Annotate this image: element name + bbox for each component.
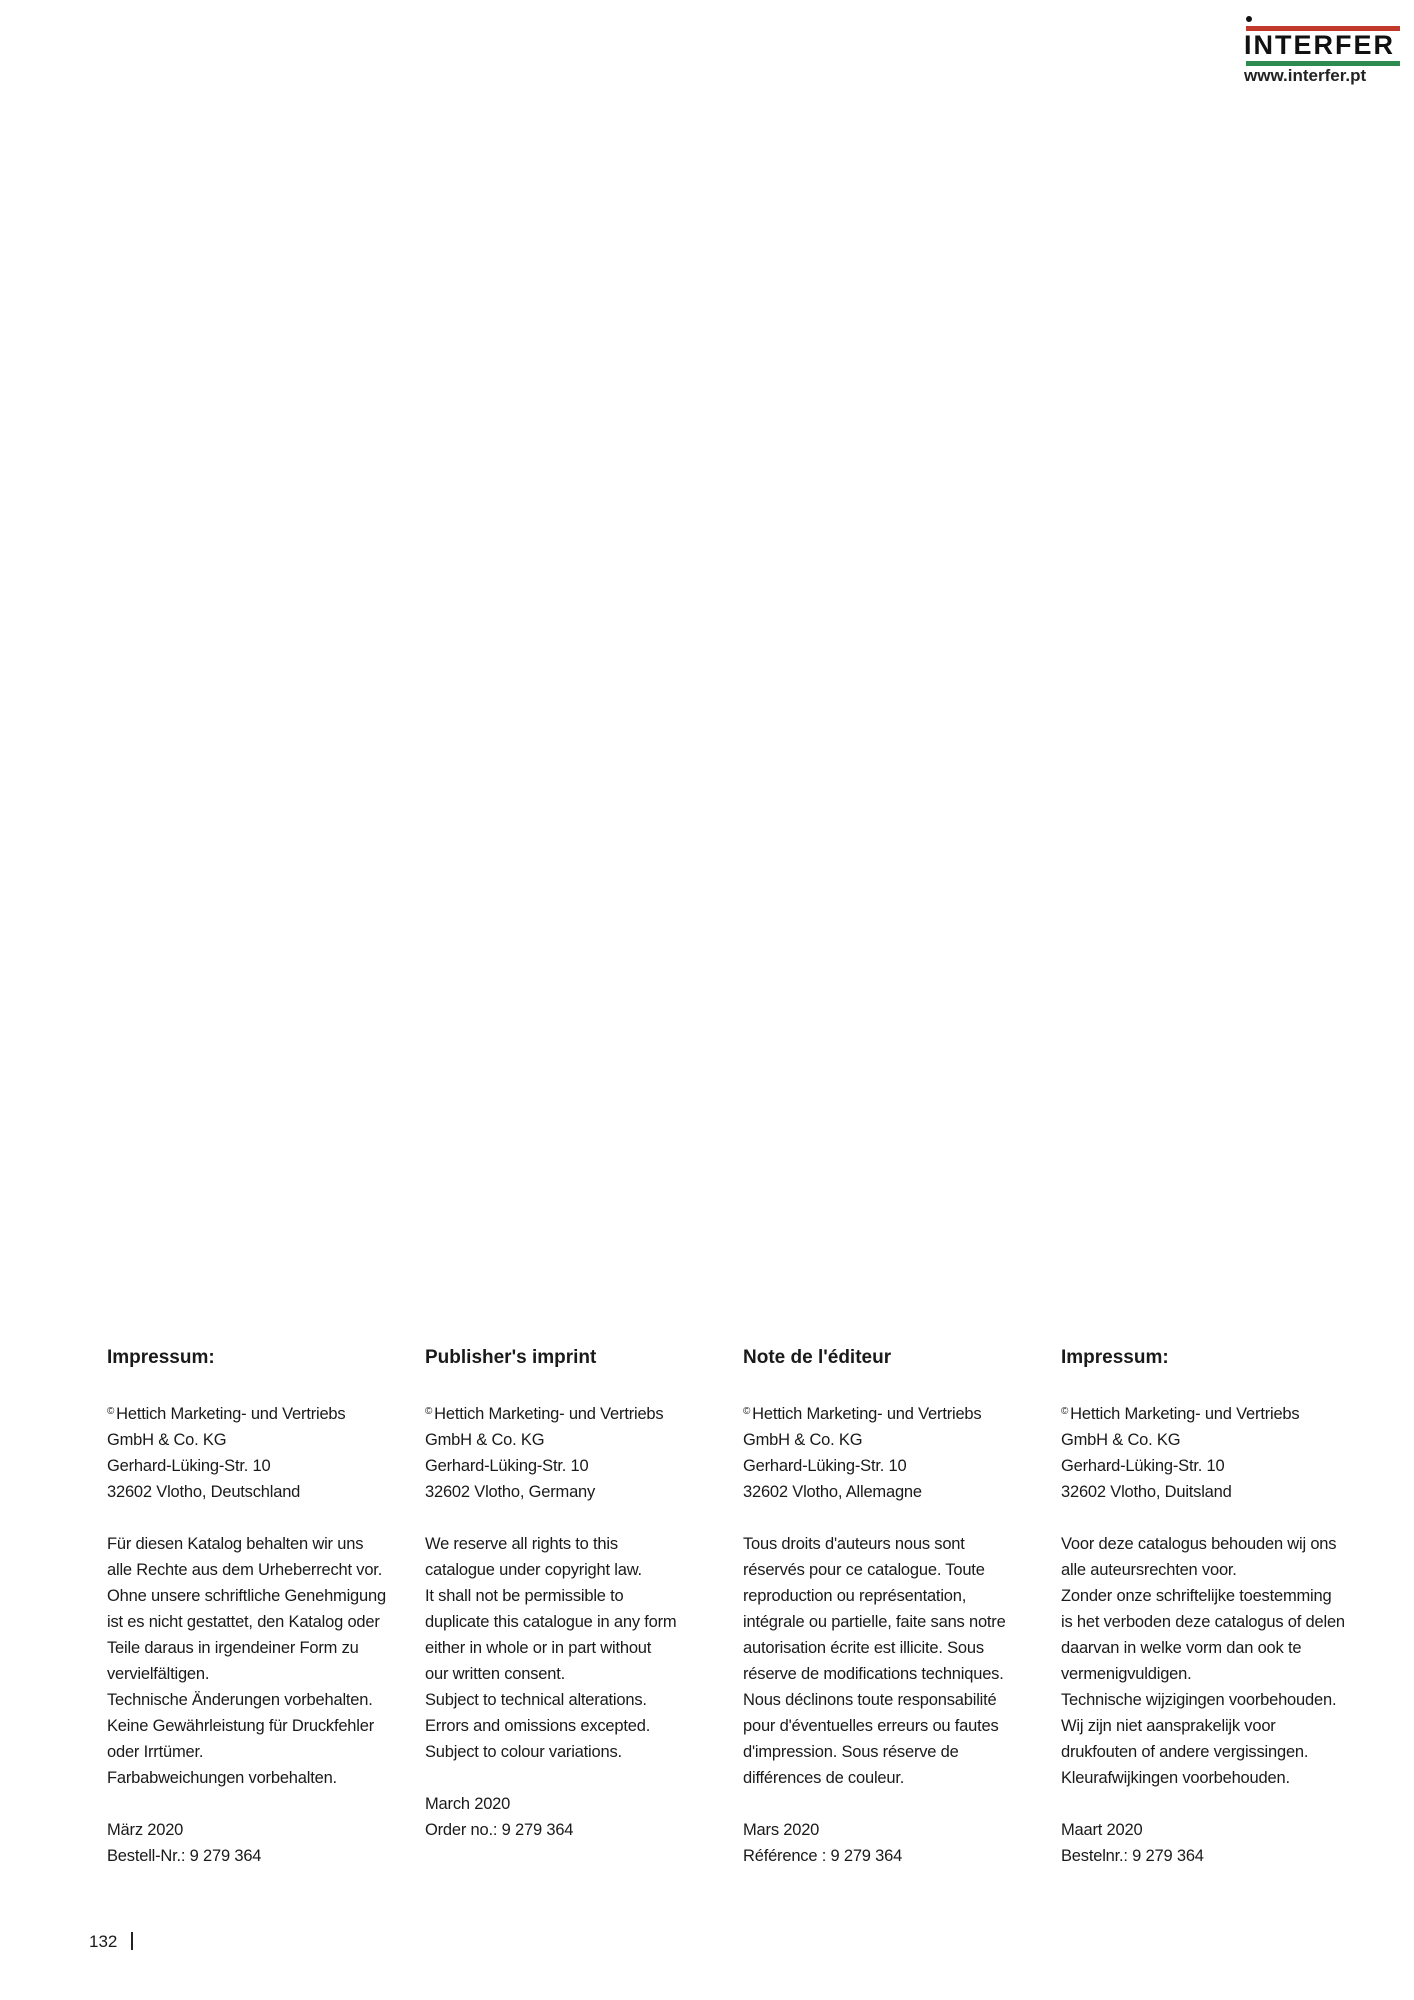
rights-line: Errors and omissions excepted. [425,1717,651,1735]
address-line [1061,1453,1371,1479]
rights-line: It shall not be permissible to [425,1587,624,1605]
rights-line: drukfouten of andere vergissingen. [1061,1743,1309,1761]
rights-line: Wij zijn niet aansprakelijk voor [1061,1717,1276,1735]
order-number: Bestelnr.: 9 279 364 [1061,1847,1204,1865]
column-heading: Impressum: [1061,1347,1169,1368]
address-line-text: Gerhard-Lüking-Str. 10 [743,1457,907,1475]
publication-date: March 2020 [425,1795,511,1813]
address-line [425,1427,735,1453]
address-line [425,1399,735,1427]
address-line-text: 32602 Vlotho, Deutschland [107,1483,301,1501]
rights-line: Kleurafwijkingen voorbehouden. [1061,1769,1290,1787]
rights-line: ist es nicht gestattet, den Katalog oder [107,1613,380,1631]
address-line-text: Hettich Marketing- und Vertriebs [434,1405,664,1423]
date-order-block [743,1817,1053,1869]
interfer-logo [1244,14,1402,84]
rights-line: either in whole or in part without [425,1639,652,1657]
page-number-text: 132 [89,1932,118,1951]
rights-line: vermenigvuldigen. [1061,1665,1192,1683]
imprint-column [425,1344,735,1869]
address-line [425,1479,735,1505]
rights-line: Technische wijzigingen voorbehouden. [1061,1691,1337,1709]
address-line [425,1453,735,1479]
order-number: Bestell-Nr.: 9 279 364 [107,1847,262,1865]
imprint-column [107,1344,417,1895]
address-line [743,1399,1053,1427]
address-line-text: Gerhard-Lüking-Str. 10 [107,1457,271,1475]
order-number: Référence : 9 279 364 [743,1847,903,1865]
logo-dot [1246,16,1252,22]
publication-date: März 2020 [107,1821,184,1839]
rights-line: Voor deze catalogus behouden wij ons [1061,1535,1337,1553]
address-line [743,1453,1053,1479]
rights-line: Keine Gewährleistung für Druckfehler [107,1717,375,1735]
column-heading: Publisher's imprint [425,1347,597,1368]
copyright-symbol: © [425,1406,433,1417]
rights-line: duplicate this catalogue in any form [425,1613,677,1631]
copyright-symbol: © [107,1406,115,1417]
imprint-column [743,1344,1053,1895]
rights-line: Subject to colour variations. [425,1743,622,1761]
address-block [1061,1399,1371,1505]
address-line-text: GmbH & Co. KG [1061,1431,1181,1449]
rights-line: Teile daraus in irgendeiner Form zu [107,1639,359,1657]
address-block [743,1399,1053,1505]
address-line-text: GmbH & Co. KG [425,1431,545,1449]
rights-line: Ohne unsere schriftliche Genehmigung [107,1587,386,1605]
page-number-divider [131,1932,133,1950]
rights-line: daarvan in welke vorm dan ook te [1061,1639,1302,1657]
rights-block [107,1531,417,1791]
address-line-text: 32602 Vlotho, Duitsland [1061,1483,1232,1501]
address-block [425,1399,735,1505]
address-block [107,1399,417,1505]
rights-line: pour d'éventuelles erreurs ou fautes [743,1717,999,1735]
publication-date: Maart 2020 [1061,1821,1143,1839]
rights-line: alle Rechte aus dem Urheberrecht vor. [107,1561,383,1579]
address-line [1061,1399,1371,1427]
page-number [89,1930,133,1954]
imprint-column [1061,1344,1371,1895]
address-line-text: GmbH & Co. KG [107,1431,227,1449]
address-line-text: 32602 Vlotho, Allemagne [743,1483,922,1501]
rights-line: catalogue under copyright law. [425,1561,642,1579]
column-heading: Note de l'éditeur [743,1347,892,1368]
rights-line: We reserve all rights to this [425,1535,618,1553]
address-line-text: Gerhard-Lüking-Str. 10 [1061,1457,1225,1475]
logo-url: www.interfer.pt [1244,66,1367,85]
address-line [107,1479,417,1505]
rights-block [425,1531,735,1765]
rights-block [1061,1531,1371,1791]
rights-line: Subject to technical alterations. [425,1691,647,1709]
address-line-text: Hettich Marketing- und Vertriebs [752,1405,982,1423]
rights-line: is het verboden deze catalogus of delen [1061,1613,1345,1631]
address-line [743,1479,1053,1505]
rights-line: d'impression. Sous réserve de [743,1743,959,1761]
rights-line: intégrale ou partielle, faite sans notre [743,1613,1006,1631]
address-line [107,1453,417,1479]
rights-block [743,1531,1053,1791]
address-line [107,1399,417,1427]
address-line-text: Hettich Marketing- und Vertriebs [1070,1405,1300,1423]
column-heading: Impressum: [107,1347,215,1368]
rights-line: alle auteursrechten voor. [1061,1561,1237,1579]
rights-line: différences de couleur. [743,1769,905,1787]
rights-line: oder Irrtümer. [107,1743,204,1761]
date-order-block [107,1817,417,1869]
address-line [107,1427,417,1453]
rights-line: Tous droits d'auteurs nous sont [743,1535,965,1553]
rights-line: reproduction ou représentation, [743,1587,967,1605]
address-line-text: 32602 Vlotho, Germany [425,1483,596,1501]
order-number: Order no.: 9 279 364 [425,1821,574,1839]
copyright-symbol: © [743,1406,751,1417]
address-line [1061,1427,1371,1453]
logo-name: INTERFER [1244,30,1395,60]
rights-line: Farbabweichungen vorbehalten. [107,1769,337,1787]
publication-date: Mars 2020 [743,1821,820,1839]
date-order-block [1061,1817,1371,1869]
rights-line: Für diesen Katalog behalten wir uns [107,1535,364,1553]
rights-line: réserve de modifications techniques. [743,1665,1004,1683]
address-line [1061,1479,1371,1505]
rights-line: our written consent. [425,1665,565,1683]
rights-line: autorisation écrite est illicite. Sous [743,1639,984,1657]
date-order-block [425,1791,735,1843]
rights-line: Nous déclinons toute responsabilité [743,1691,997,1709]
address-line [743,1427,1053,1453]
address-line-text: GmbH & Co. KG [743,1431,863,1449]
rights-line: Technische Änderungen vorbehalten. [107,1691,373,1709]
address-line-text: Hettich Marketing- und Vertriebs [116,1405,346,1423]
rights-line: Zonder onze schriftelijke toestemming [1061,1587,1332,1605]
rights-line: vervielfältigen. [107,1665,210,1683]
copyright-symbol: © [1061,1406,1069,1417]
rights-line: réservés pour ce catalogue. Toute [743,1561,985,1579]
address-line-text: Gerhard-Lüking-Str. 10 [425,1457,589,1475]
